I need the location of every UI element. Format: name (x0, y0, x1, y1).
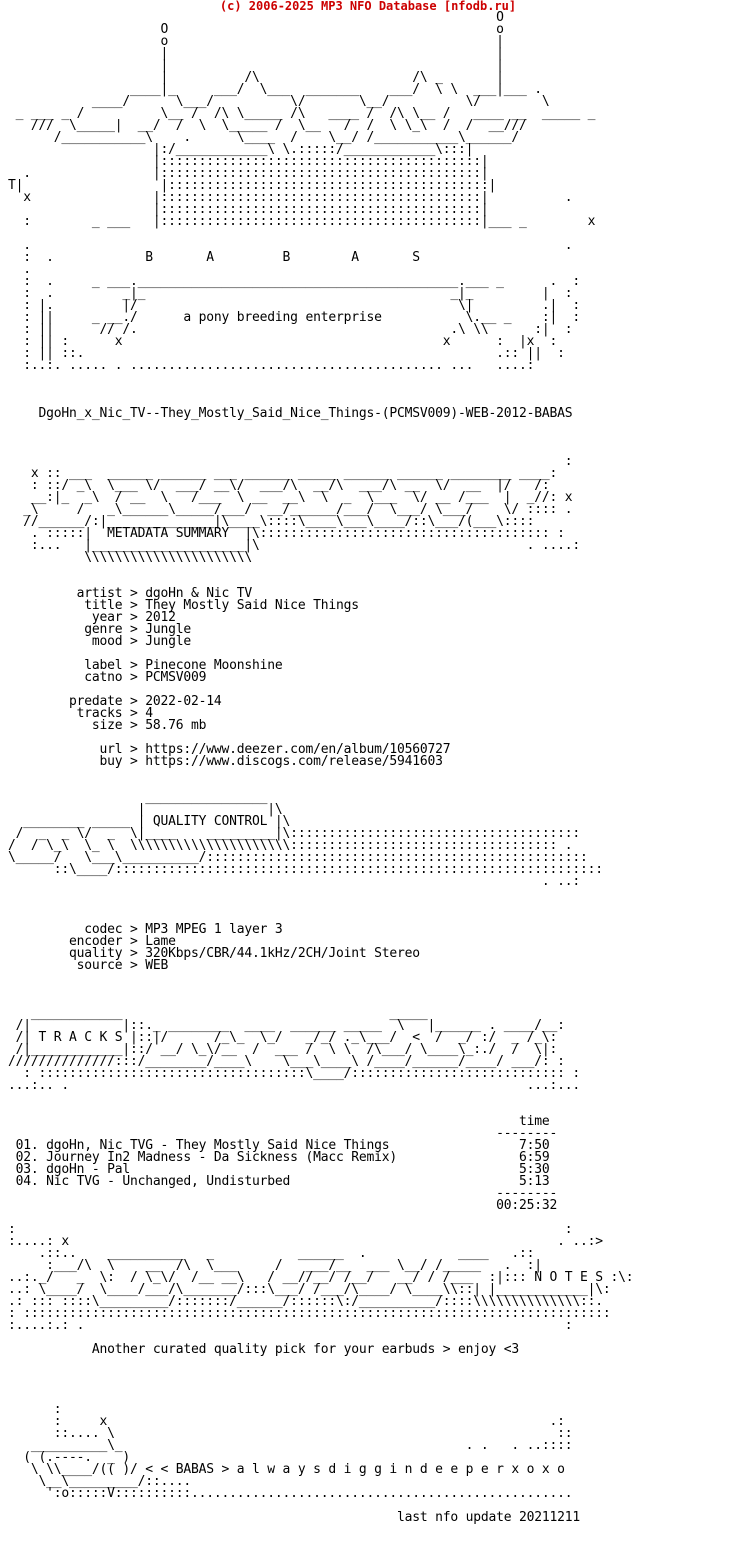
nfo-line: \ \\____/(( )/ < < BABAS > a l w a y s d i g g i n d e e p e r x o x o (8, 1462, 565, 1477)
nfo-line: time (8, 1114, 550, 1129)
nfo-line: :... |____________________|\ . ....: (8, 538, 580, 553)
nfo-line: : (8, 1402, 62, 1417)
nfo-line: buy > https://www.discogs.com/release/5941603 (8, 754, 443, 769)
nfo-line: Another curated quality pick for your earbuds > enjoy <3 (8, 1342, 519, 1357)
nfo-line: _ ___ _ / \__ / /\ \_____ /\ ____ / /\ \__ / ____ __ _____ _ (8, 106, 596, 121)
nfo-line: ..: \____/ \____/___/\_______/:::\___/ /___/\____/ \____\\::| |____________|\: (8, 1282, 611, 1297)
nfo-line: 03. dgoHn - Pal 5:30 (8, 1162, 550, 1177)
nfo-line: ::\____/:::::::::::::::::::::::::::::::::::::::::::::::::::::::::::::::: (8, 862, 603, 877)
nfo-line: : : (8, 1222, 573, 1237)
nfo-line: | |\ (8, 802, 283, 817)
nfo-line: / _ _ \/ _ \|____ _________|\:::::::::::::::::::::::::::::::::::::: (8, 826, 580, 841)
nfo-line: : ::::::::::::::::::::::::::::::::::::::::::::::::::::::::::::::::::::::::::::: (8, 1306, 611, 1321)
nfo-line: /___________\ . \____ / \__/ /___________\______/ (8, 130, 519, 145)
nfo-line: __:|_ _\ / __ \ /___ \ __ __\ \ _ \___ \/ __ /___ | _//: x (8, 490, 573, 505)
nfo-line: \_____/ \___\__________/:::::::::::::::::::::::::::::::::::::::::::::::::: (8, 850, 588, 865)
nfo-line: :....: x . ..:> (8, 1234, 603, 1249)
nfo-line: : x .: (8, 1414, 565, 1429)
site-banner: (c) 2006-2025 MP3 NFO Database [nfodb.ru] (219, 0, 517, 13)
nfo-line: / / \_\ \_ \ \\\\\\\\\\\\\\\\\\\\\::::::::::::::::::::::::::::::::::: . (8, 838, 573, 853)
nfo-line (8, 1356, 633, 1368)
nfo-line: mood > Jungle (8, 634, 192, 649)
nfo-line: size > 58.76 mb (8, 718, 207, 733)
nfo-line: x :: ___ ______ ______ ___ ______ _____ ______ ______ ________ ____: (8, 466, 558, 481)
nfo-line: : |. |/ \| .| : (8, 298, 580, 313)
nfo-line (8, 900, 633, 912)
nfo-line: : :::::::::::::::::::::::::::::::::::\____/:::::::::::::::::::::::::::: : (8, 1066, 580, 1081)
nfo-line: .: ::: ::::\_________/:::::::/______/::::::\:/__________/::::\\\\\\\\\\\\\\::. (8, 1294, 603, 1309)
nfo-line: : . _ ___.__________________________________________.___ _ . : (8, 274, 580, 289)
nfo-line: . . (8, 238, 573, 253)
nfo-line: title > They Mostly Said Nice Things (8, 598, 359, 613)
nfo-line (8, 420, 633, 432)
nfo-line: 01. dgoHn, Nic TVG - They Mostly Said Nice Things 7:50 (8, 1138, 550, 1153)
nfo-line: 02. Journey In2 Madness - Da Sickness (Macc Remix) 6:59 (8, 1150, 550, 1165)
nfo-line: /| T R A C K S |::|/ /_\_ \_/ _/_/ ._\___/ < / _/ :/ _ /_\: (8, 1030, 558, 1045)
nfo-line: //______/:|______________|\____\::::\____\___\____/::\___/(___\:::: (8, 514, 535, 529)
nfo-line (8, 984, 633, 996)
nfo-line: ________ _____ | QUALITY CONTROL |\ (8, 814, 291, 829)
nfo-line: : _ ___ |::::::::::::::::::::::::::::::::::::::::::|___ _ x (8, 214, 596, 229)
nfo-line: last nfo update 20211211 (8, 1510, 580, 1525)
nfo-line: : || ::. .:: || : (8, 346, 565, 361)
nfo-line: encoder > Lame (8, 934, 176, 949)
nfo-line: quality > 320Kbps/CBR/44.1kHz/2CH/Joint Stereo (8, 946, 420, 961)
nfo-line (8, 1380, 633, 1392)
nfo-text (8, 12, 633, 1524)
nfo-line: |::::::::::::::::::::::::::::::::::::::::::| (8, 202, 489, 217)
nfo-line (8, 888, 633, 900)
nfo-line: source > WEB (8, 958, 169, 973)
nfo-line: . :::::| METADATA SUMMARY |\:::::::::::::::::::::::::::::::::::::: : (8, 526, 565, 541)
nfo-line: \__\_________/::.... (8, 1474, 192, 1489)
nfo-line: .::.. __________ _ ______ . ____ .:: (8, 1246, 535, 1261)
nfo-line: ____________ _____ (8, 1006, 428, 1021)
nfo-line: ( (.----. _ ) (8, 1450, 131, 1465)
nfo-line: /// \_____| __/ / \ \_____ / \__ / / \ \_\ / / __/// (8, 118, 527, 133)
nfo-line: :___/\ \ __ /\ \___ / ___/__ ___ \__/ /_____ . :| (8, 1258, 542, 1273)
nfo-line: :....:.: . : (8, 1318, 573, 1333)
nfo-line: /|____________|::/ __/ \_\/__ / ___ / \ \ /\___/ \____\_:./ / \|: (8, 1042, 558, 1057)
nfo-line: O (8, 10, 504, 25)
nfo-line: \\\\\\\\\\\\\\\\\\\\\\ (8, 550, 253, 565)
nfo-line (8, 432, 633, 444)
nfo-line: artist > dgoHn & Nic TV (8, 586, 253, 601)
nfo-line: |::::::::::::::::::::::::::::::::::::::::::| (8, 154, 489, 169)
nfo-line: : (8, 454, 573, 469)
nfo-line: | | (8, 58, 504, 73)
nfo-line: : ::/ _\ \___ \/ ___/ __\/ ___/\ __/\ ___/\ __ \/ __ |/ /: (8, 478, 550, 493)
nfo-line: //////////////:::/________/____\ \___\____\ /____/______/____/ ___/: : (8, 1054, 565, 1069)
nfo-line: x |::::::::::::::::::::::::::::::::::::::::::| . (8, 190, 573, 205)
nfo-line: codec > MP3 MPEG 1 layer 3 (8, 922, 283, 937)
nfo-line: label > Pinecone Moonshine (8, 658, 283, 673)
nfo-line: genre > Jungle (8, 622, 192, 637)
nfo-line: ____/ \___/ \/ \__/ \/ \ (8, 94, 550, 109)
nfo-line: 00:25:32 (8, 1198, 558, 1213)
nfo-line: url > https://www.deezer.com/en/album/10560727 (8, 742, 451, 757)
nfo-line: _\ / _\______\_____/___/ __/______/___/ \___/ \___/ \/ :::: . (8, 502, 573, 517)
nfo-line: : || : x x : |x : (8, 334, 558, 349)
nfo-line: o | (8, 34, 504, 49)
nfo-line: ...:.. . ...:... (8, 1078, 580, 1093)
nfo-line: . ..: (8, 874, 580, 889)
nfo-line (8, 1392, 633, 1404)
nfo-line: . |::::::::::::::::::::::::::::::::::::::::::| (8, 166, 489, 181)
nfo-line (8, 972, 633, 984)
nfo-line: ::.... \ :: (8, 1426, 573, 1441)
nfo-line: | /\ /\ _ | (8, 70, 504, 85)
nfo-line: : || // /. .\ \\ :| : (8, 322, 573, 337)
nfo-line: DgoHn_x_Nic_TV--They_Mostly_Said_Nice_Things-(PCMSV009)-WEB-2012-BABAS (8, 406, 573, 421)
nfo-line: tracks > 4 (8, 706, 153, 721)
nfo-line (8, 1092, 633, 1104)
nfo-line: predate > 2022-02-14 (8, 694, 222, 709)
nfo-line (8, 384, 633, 396)
nfo-line: O o (8, 22, 504, 37)
nfo-line: :..:. ..... . ......................................... ... ....: (8, 358, 535, 373)
nfo-line: year > 2012 (8, 610, 176, 625)
nfo-line: . (8, 262, 31, 277)
nfo-line: T| |::::::::::::::::::::::::::::::::::::::::::| (8, 178, 497, 193)
nfo-line (8, 768, 633, 780)
nfo-line: |:/____________\ \.:::::/____________\:::| (8, 142, 474, 157)
nfo-line: catno > PCMSV009 (8, 670, 207, 685)
nfo-line: ':o:::::V::::::::::.................................................. (8, 1486, 573, 1501)
nfo-line: ..:._/ _ \: / \_\/ /__ __\ / __//__/ /__/ __/ / /___ :|::: N O T E S :\: (8, 1270, 634, 1285)
nfo-line: /| |::._ ________ ____ ______ _____ \ |______ . ____/__: (8, 1018, 565, 1033)
nfo-line: ____|_ ___/ \___ _______ ___/ \ \ ___|___ . (8, 82, 542, 97)
nfo-line: : . _|_ _|_ | : (8, 286, 573, 301)
nfo-line: __________\_ . . . ..:::: (8, 1438, 573, 1453)
nfo-line: 04. Nic TVG - Unchanged, Undisturbed 5:13 (8, 1174, 550, 1189)
nfo-line: : . B A B A S (8, 250, 420, 265)
nfo-line: -------- (8, 1126, 558, 1141)
nfo-line (8, 1368, 633, 1380)
nfo-line: | | (8, 46, 504, 61)
nfo-line: ________________ (8, 790, 275, 805)
nfo-line (8, 564, 633, 576)
nfo-line (8, 372, 633, 384)
nfo-line: -------- (8, 1186, 558, 1201)
nfo-line: : || _ __./ a pony breeding enterprise \.__ _ :| : (8, 310, 580, 325)
